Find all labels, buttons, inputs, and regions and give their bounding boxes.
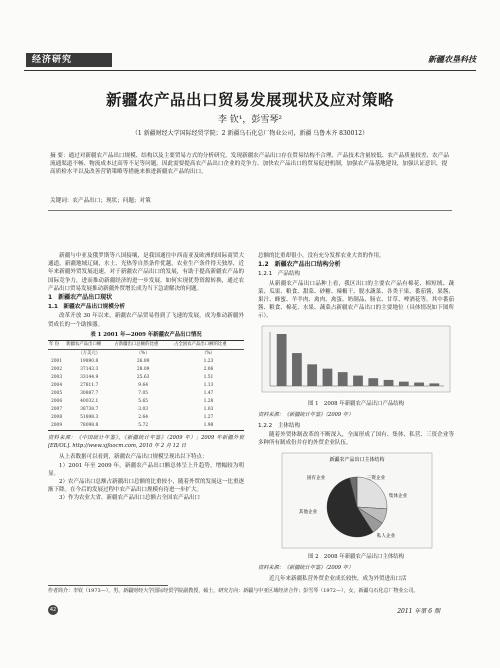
table-cell: 2009 [48,422,65,431]
right-column [258,252,454,583]
figure-1-bar [368,378,378,386]
table-body [48,358,244,431]
table-cell: 1.03 [203,407,214,413]
table-row [48,366,244,374]
point-3: 3）作为农业大省，新疆农产品出口总额占全国农产品出口 [59,495,201,502]
figure-1-bar [384,380,394,386]
article-title: 新疆农产品出口贸易发展现状及应对策略 [105,91,394,109]
figure-1-bar [399,381,409,385]
figure-1 [258,324,454,397]
intro-paragraph: 新疆与中亚及俄罗斯等八国接壤，是我国通往中西南亚及欧洲的国际商贸大通道。新疆地域辽阔，水土、光热等自然条件优越，农业生产条件得天独厚，近年来新疆外贸发展迅速，对于新疆农产品出口的发展，有助于提高新疆农产品的国际竞争力，进而推动新疆经济的进一步发展。如何实现优势资源转换，通过农产品出口贸易发展推动新疆外贸增长成为当下急需解决的问题。 [48,253,244,292]
figure-2-slice-label: 集体企业 [388,493,408,499]
table-cell: 27811.7 [80,383,99,389]
table-cell: 2002 [50,367,63,373]
article-authors: 李 钦¹，彭雪琴² [217,115,283,125]
table-row [48,422,244,431]
table-cell: 1.27 [203,415,214,421]
table-cell: 5.72 [113,422,173,431]
figure-1-bar [429,383,439,386]
paragraph-end: 近几年来新疆私营外贸企业成长较快，成为外贸进出口活 [269,576,407,583]
table-cell: 1.23 [203,359,214,365]
table-row [48,406,244,414]
table-cell: 25.63 [136,375,150,381]
table-cell: 2001 [50,359,63,365]
table-cell: 2008 [50,415,63,421]
footnote-rule [48,585,168,586]
left-column [48,252,244,503]
figure-1-bar [353,375,363,385]
table-header-cell: 新疆农产品出口额 [65,341,113,350]
table-row [48,358,244,366]
table-unit-cell: （%） [136,351,150,357]
table-cell: 1.13 [203,383,214,389]
point-1: 1）2001 年至 2009 年，新疆农产品出口额总体呈上升趋势，增幅较为明显。 [48,462,244,477]
figure-2-caption: 图 2 2008 年新疆农产品出口主体结构 [307,553,405,560]
figure-1-source: 资料来源：《新疆统计年鉴》（2009 年） [258,411,354,418]
abstract: 摘 要：通过对新疆农产品出口规模、结构以及主要贸易方式的分析研究，发现新疆农产品出口存在贸易结构不合理、产品技术含量较低、农产品质量较差、农产品流通渠道不畅、物流成本过高等不足等问题。因此需要提高农产品出口企业的竞争力、加快农产品出口的贸易促进机制，加强农产品基地建设，加强认证意识，提高质检水平以及改善营销策略等措施来推进新疆农产品的出口。 [50,153,449,176]
figure-1-caption: 图 1 2008 年新疆农产品出口产品结构 [307,400,405,407]
paragraph-continued: 总额的比重却很小，没有充分发挥农业大省的作用。 [258,253,385,259]
table-row [48,414,244,422]
keywords: 关键词：农产品出口；现状；问题；对策 [50,198,151,204]
table-cell: 2007 [50,407,63,413]
figure-2-pie-chart [258,451,454,550]
section-tag: 经济研究 [26,53,112,67]
table-cell: 78098.8 [65,422,113,431]
figure-2 [258,451,454,550]
author-affiliation: （1 新疆财经大学国际经贸学院；2 新疆乌石化总厂物业公司，新疆 乌鲁木齐 830012） [131,130,369,137]
paragraph-1-2-1: 从新疆农产品出口品种上看，我区出口的主要农产品有棉花、棉短绒、蔬菜、瓜果、粮食、甜菜、砂糖、辣椒干、脱水蔬菜、各类干果、番茄酱、果酱、果汁、蜂蜜、羊羊肉、禽肉、禽蛋、奶制品、肠衣、甘草、啤酒花等。其中番茄酱、粮食、棉花、水果、蔬菜占新疆农产品出口的主要地位（具体情况如下图所示）。 [258,280,454,320]
table-header-cell: 占全国农产品出口额的比重 [173,341,244,350]
table-unit-cell: （%） [201,351,215,357]
figure-1-bar [307,364,317,386]
point-2: 2）农产品出口总额占新疆出口总额的比重较小，随着外贸的发展这一比重逐渐下降。在今后的发展过程中农产品出口规模有待进一步扩大。 [48,479,245,494]
figure-2-slice-label: 三资企业 [366,475,386,481]
figure-1-bar [292,353,302,386]
paragraph-1-1: 改革开放 30 年以来，新疆农产品贸易得到了飞速的发展，成为推动新疆外贸成长的一个助推器。 [48,313,244,328]
table-header-cell: 年 份 [48,341,65,350]
table-cell: 40032.1 [80,399,99,405]
figure-1-bar [277,334,287,386]
table-source: 资料来源：《中国统计年鉴》，《新疆统计年鉴》（2009 年）；2009 年新疆外贸[EB/OL]. http://www.xjfaocm.com, 2010 年 2 月 12 日 [48,435,244,450]
table-cell: 1.47 [203,391,214,397]
table-cell: 1.28 [203,399,214,405]
section-heading-1-1: 1.1 新疆农产品出口规模分析 [48,304,126,311]
paragraph-after-table: 从上表数据可以看到，新疆农产品出口规模呈现出以下特点： [59,454,208,461]
header-rule [24,70,476,71]
section-heading-1-2-2: 1.2.2 主体结构 [258,423,301,430]
table-row [48,382,244,390]
table-cell: 7.05 [138,391,149,397]
figure-1-bar [323,368,333,385]
table-cell: 9.64 [138,383,149,389]
table-header-cell: 占新疆出口总额的比重 [113,341,173,350]
figure-2-source: 资料来源：《新疆统计年鉴》（2009 年） [258,564,354,571]
journal-name: 新疆农垦科技 [428,54,476,64]
table-unit-cell [48,350,65,359]
figure-1-bar-chart [258,324,454,397]
table-row [48,390,244,398]
table-cell: 38738.7 [80,407,99,413]
table-cell: 51898.3 [80,415,99,421]
author-footnote: 作者简介：李钦（1973—），男，新疆财经大学国际经贸学院副教授，硕士，研究方向：新疆与中亚区域经济合作；彭雪琴（1972—），女，新疆乌石化总厂物业公司。 [48,588,419,594]
table-cell: 2.06 [203,367,214,373]
table-cell: 30887.7 [80,391,99,397]
issue-label: 2011 年第 6 期 [397,608,440,615]
table-cell: 1.98 [173,422,244,431]
table-cell: 37143.3 [80,367,99,373]
table-cell: 5.65 [138,399,149,405]
table-cell: 2003 [50,375,63,381]
table-cell: 3.03 [138,407,149,413]
page-number: 42 [49,607,57,613]
table-cell: 2.64 [138,415,149,421]
table-cell: 33144.9 [80,375,99,381]
paragraph-1-2-2: 随着外贸体制改革的不断深入，全面形成了国有、集体、私营、三资企业等多种所有制成份并存的外贸企业队伍。 [258,432,454,447]
table-cell: 2004 [50,383,63,389]
figure-2-slice-label: 私人企业 [376,533,396,539]
table-cell: 28.09 [136,367,150,373]
table-cell: 26.89 [136,359,150,365]
figure-1-bar [414,382,424,385]
figure-2-slice-label: 国有企业 [306,475,326,481]
table-cell: 2005 [50,391,63,397]
table-header-row [48,341,244,350]
section-heading-1-2: 1.2 新疆农产品出口结构分析 [258,261,341,269]
table-row [48,374,244,382]
table-title: 表 1 2001 年—2009 年新疆农产品出口情况 [90,331,202,338]
section-heading-1-2-1: 1.2.1 产品结构 [258,271,301,278]
table-unit-row [48,350,244,359]
table-unit-cell: （万美元） [78,351,101,357]
table-cell: 1.51 [203,375,214,381]
figure-1-bar [338,372,348,386]
export-table [48,340,244,431]
figure-2-slice-label: 其他企业 [298,509,318,515]
figure-2-title: 新疆农产品出口主体结构 [329,456,385,463]
section-heading-1: 1 新疆农产品出口现状 [48,294,113,302]
table-row [48,398,244,406]
table-cell: 2006 [50,399,63,405]
abstract-rule [48,210,452,211]
table-cell: 19890.8 [80,359,99,365]
